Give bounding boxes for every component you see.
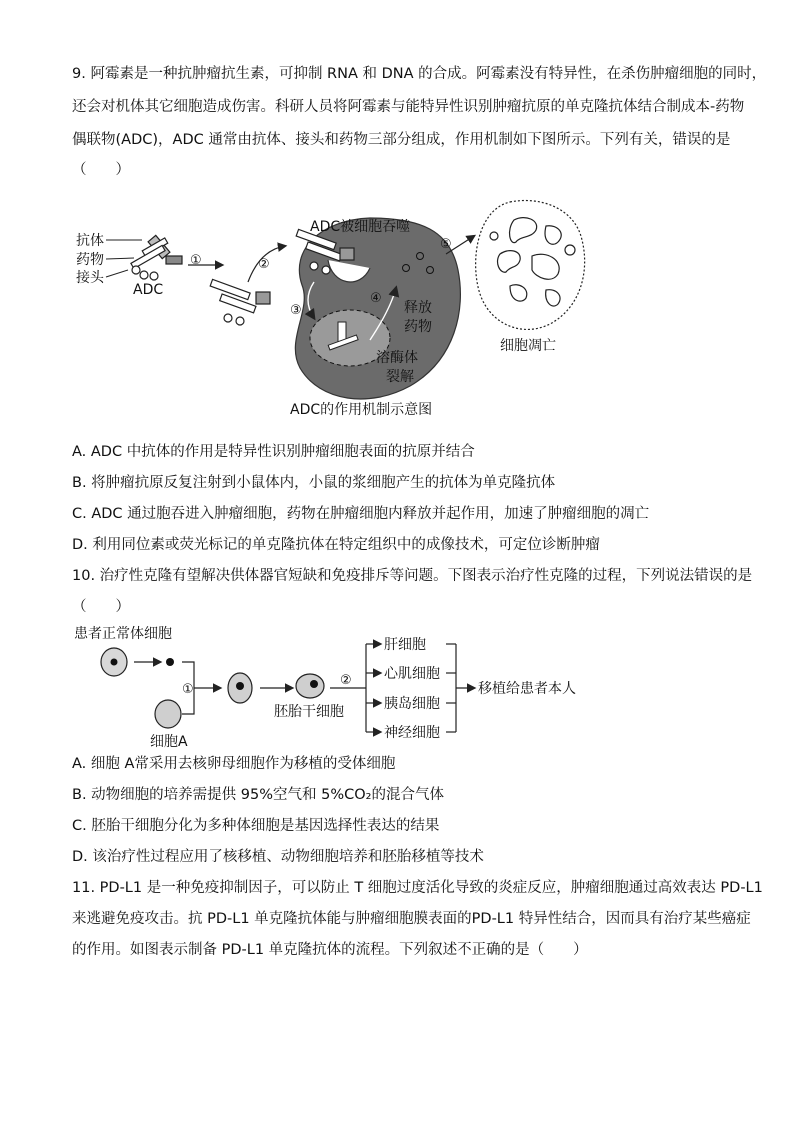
label-lysosome-2: 裂解 — [386, 369, 414, 385]
q11-stem-line-2: 来逃避免疫攻击。抗 PD-L1 单克隆抗体能与肿瘤细胞膜表面的PD-L1 特异性结合，因而具有治疗某些癌症 — [72, 911, 751, 927]
nucleus-icon — [166, 658, 174, 666]
step-2-marker: ② — [340, 673, 352, 688]
target-islet-cell: 胰岛细胞 — [384, 696, 440, 712]
label-adc-engulfed: ADC被细胞吞噬 — [310, 219, 411, 235]
label-cell-a: 细胞A — [150, 734, 188, 750]
adc-molecule-icon — [131, 235, 182, 280]
cell-a-icon — [155, 700, 181, 728]
target-nerve-cell: 神经细胞 — [384, 725, 440, 741]
label-lysosome-1: 溶酶体 — [376, 350, 418, 366]
adc-binding-icon — [210, 279, 270, 325]
q9-stem-line-3: 偶联物(ADC)，ADC 通常由抗体、接头和药物三部分组成，作用机制如下图所示。下列有关，错误的是 — [72, 132, 731, 148]
q11-stem-line-1: 11. PD-L1 是一种免疫抑制因子，可以防止 T 细胞过度活化导致的炎症反应，肿瘤细胞通过高效表达 PD-L1 — [72, 880, 763, 896]
label-embryonic-stem-cell: 胚胎干细胞 — [274, 704, 344, 720]
q10-stem-line-1: 10. 治疗性克隆有望解决供体器官短缺和免疫排斥等问题。下图表示治疗性克隆的过程，下列说法错误的是 — [72, 568, 753, 584]
step-5-marker: ⑤ — [440, 237, 452, 252]
q9-stem-line-4: （ ） — [72, 162, 130, 178]
target-cardiomyocyte: 心肌细胞 — [384, 666, 440, 682]
q11-stem-line-3: 的作用。如图表示制备 PD-L1 单克隆抗体的流程。下列叙述不正确的是（ ） — [72, 942, 588, 958]
q10-stem-line-2: （ ） — [72, 599, 130, 615]
step-4-marker: ④ — [370, 291, 382, 306]
q9-option-d: D. 利用同位素或荧光标记的单克隆抗体在特定组织中的成像技术，可定位诊断肿瘤 — [72, 537, 600, 553]
figure-caption: ADC的作用机制示意图 — [290, 402, 433, 418]
step-1-marker: ① — [182, 682, 194, 697]
label-apoptosis: 细胞凋亡 — [500, 338, 556, 354]
q9-option-a: A. ADC 中抗体的作用是特异性识别肿瘤细胞表面的抗原并结合 — [72, 444, 475, 460]
step-3-marker: ③ — [290, 303, 302, 318]
q9-option-c: C. ADC 通过胞吞进入肿瘤细胞，药物在肿瘤细胞内释放并起作用，加速了肿瘤细胞的凋亡 — [72, 506, 650, 522]
step-1-marker: ① — [190, 253, 202, 268]
label-transplant: 移植给患者本人 — [478, 681, 576, 697]
apoptotic-cell-icon — [476, 201, 585, 330]
label-antibody: 抗体 — [76, 233, 104, 249]
target-liver-cell: 肝细胞 — [384, 637, 426, 653]
q9-option-b: B. 将肿瘤抗原反复注射到小鼠体内，小鼠的浆细胞产生的抗体为单克隆抗体 — [72, 475, 556, 491]
q9-stem-line-2: 还会对机体其它细胞造成伤害。科研人员将阿霉素与能特异性识别肿瘤抗原的单克隆抗体结合制成本-药物 — [72, 99, 745, 115]
label-drug: 药物 — [76, 252, 104, 268]
q10-option-b: B. 动物细胞的培养需提供 95%空气和 5%CO₂的混合气体 — [72, 787, 444, 803]
therapeutic-cloning-figure — [70, 622, 630, 750]
adc-mechanism-figure — [70, 190, 630, 425]
embryonic-stem-cell-icon — [296, 674, 324, 698]
q10-option-a: A. 细胞 A常采用去核卵母细胞作为移植的受体细胞 — [72, 756, 396, 772]
label-patient-cell: 患者正常体细胞 — [74, 626, 172, 642]
label-release-2: 药物 — [404, 319, 432, 335]
label-linker: 接头 — [76, 270, 104, 286]
label-release-1: 释放 — [404, 300, 432, 316]
q9-stem-line-1: 9. 阿霉素是一种抗肿瘤抗生素，可抑制 RNA 和 DNA 的合成。阿霉素没有特异性，在杀伤肿瘤细胞的同时， — [72, 66, 767, 82]
label-adc: ADC — [133, 282, 164, 298]
step-2-marker: ② — [258, 257, 270, 272]
q10-option-c: C. 胚胎干细胞分化为多种体细胞是基因选择性表达的结果 — [72, 818, 440, 834]
q10-option-d: D. 该治疗性过程应用了核移植、动物细胞培养和胚胎移植等技术 — [72, 849, 484, 865]
